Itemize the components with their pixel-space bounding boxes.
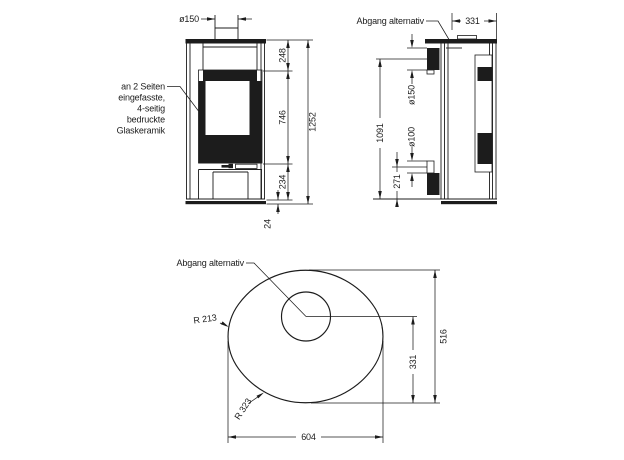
side-top-outlet-stub [458, 36, 477, 40]
front-flue-diameter-text: ø150 [179, 14, 199, 24]
plan-516-dim [309, 270, 440, 403]
side-dim-d150: ø150 [406, 85, 417, 105]
side-dim-331: 331 [465, 16, 480, 26]
side-lower-flue-stub [427, 161, 434, 173]
plan-oval-outline [228, 270, 383, 402]
front-flue-dimension [179, 14, 252, 39]
front-dim-1252: 1252 [307, 112, 318, 132]
plan-dimension-arrows [228, 270, 437, 439]
plan-outlet-label [177, 258, 307, 317]
side-base-plate [441, 201, 497, 204]
side-dim-d100: ø100 [406, 127, 417, 147]
side-glass-top-band [478, 67, 493, 81]
plan-dim-604: 604 [301, 432, 316, 442]
side-outlet-label [357, 16, 450, 40]
glass-note-line-2: eingefasste, [118, 92, 165, 103]
front-dim-746: 746 [277, 110, 288, 125]
front-height-dimensions [263, 40, 318, 229]
side-dim-271: 271 [392, 174, 402, 189]
plan-view [177, 258, 449, 443]
front-ash-lip [236, 164, 258, 168]
front-upper-panel [203, 44, 257, 71]
front-dim-248: 248 [277, 48, 288, 63]
side-upper-flue-collar [427, 48, 440, 70]
front-dim-234: 234 [277, 174, 288, 190]
side-top-plate [425, 39, 497, 44]
plan-dimensions [228, 270, 449, 443]
plan-outlet-label-text: Abgang alternativ [176, 258, 244, 268]
plan-604-dim [228, 341, 383, 443]
side-view [357, 13, 498, 207]
front-door-handle [222, 165, 229, 168]
front-stove-body [186, 39, 267, 204]
plan-radius-213: R 213 [192, 312, 218, 326]
side-outlet-label-text: Abgang alternativ [356, 16, 424, 26]
front-glass-bottom-band [199, 135, 263, 163]
side-dim-1091: 1091 [375, 123, 385, 143]
glass-note-line-4: bedruckte [126, 114, 165, 125]
front-view [117, 14, 318, 229]
front-flue-collar [215, 15, 238, 39]
glass-note-line-1: an 2 Seiten [121, 81, 165, 92]
plan-dim-516: 516 [438, 329, 449, 344]
glass-note-line-5: Glaskeramik [116, 125, 165, 136]
side-upper-flue-flange [427, 70, 434, 74]
front-dim-24: 24 [262, 219, 273, 229]
side-glass-bottom-band [478, 133, 493, 164]
side-lower-flue-collar [427, 173, 440, 195]
front-base-panels [199, 170, 262, 200]
glass-note-line-3: 4-seitig [137, 103, 165, 114]
front-top-plate [186, 39, 267, 44]
plan-dim-331: 331 [408, 354, 418, 370]
front-door-latch [229, 164, 234, 168]
side-outlet-leader-line [426, 21, 449, 40]
glass-note-leader-line [167, 87, 199, 112]
front-base-plate [186, 201, 267, 204]
plan-radius-323: R 323 [232, 396, 254, 422]
front-flue-dim-arrows [207, 17, 246, 21]
front-glass-top-band [203, 70, 257, 81]
